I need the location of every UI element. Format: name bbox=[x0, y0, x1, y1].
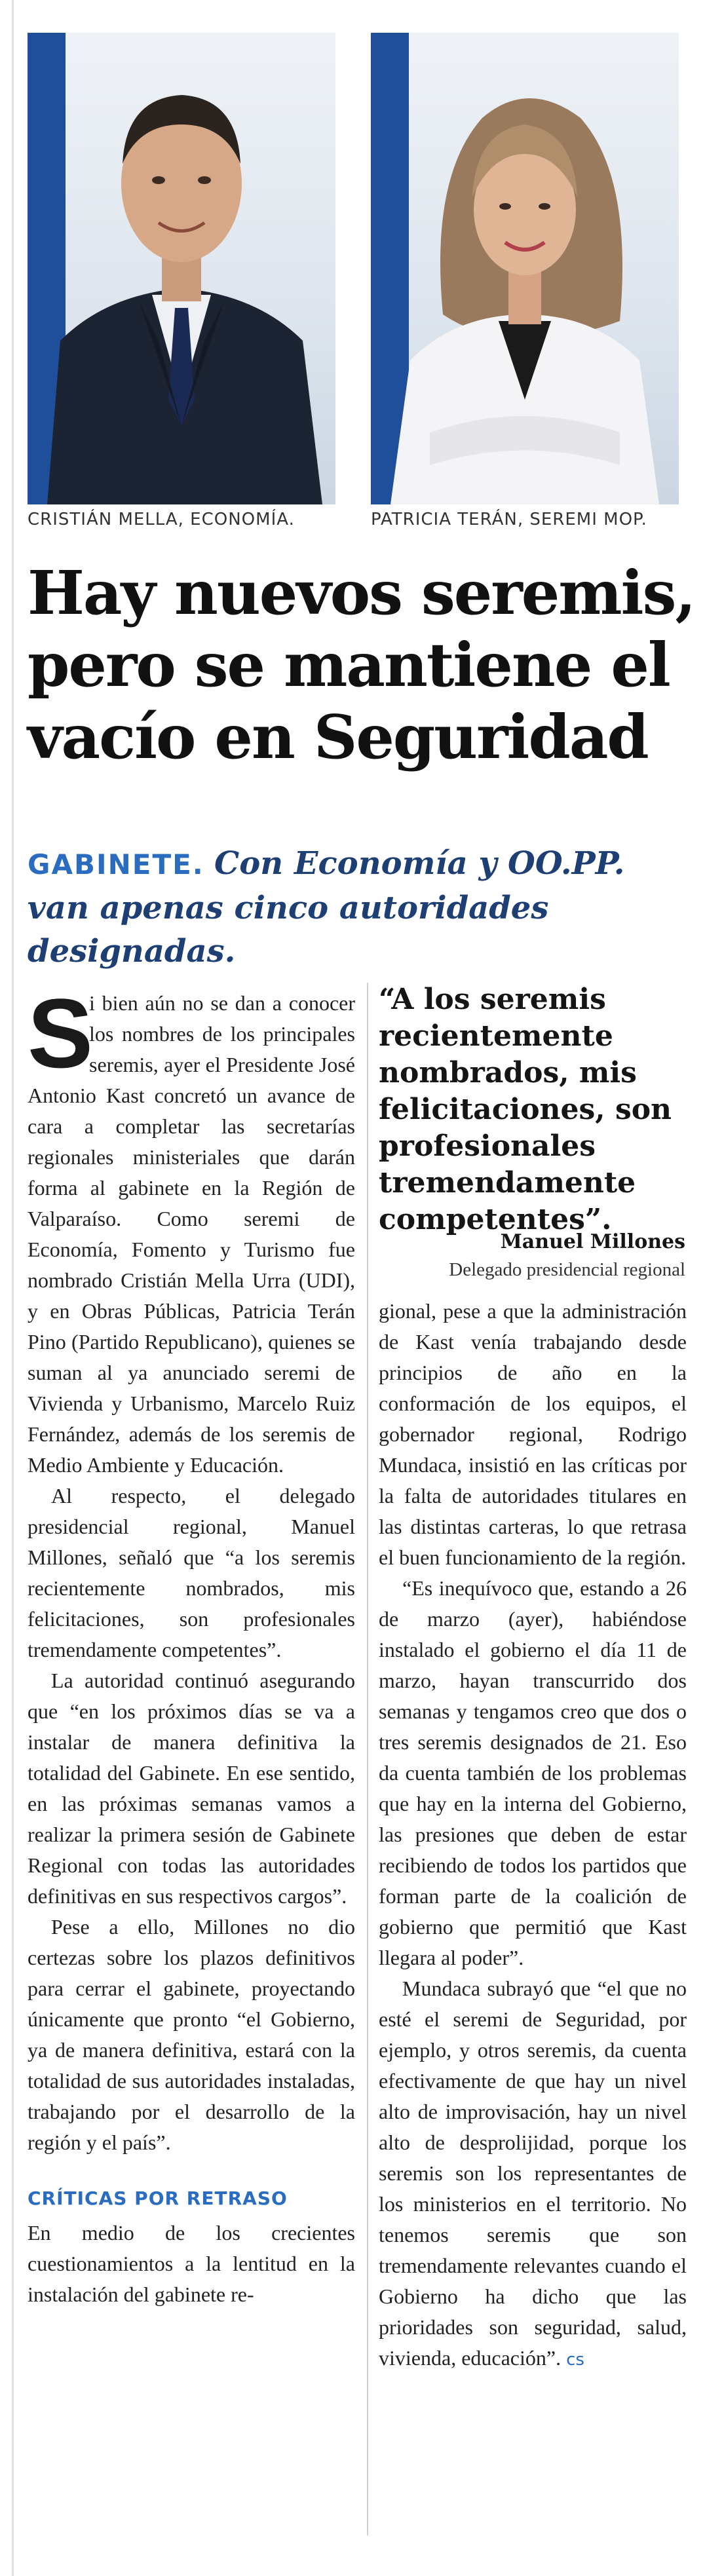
article-paragraph-text: i bien aún no se dan a conocer los nombres de los principales seremis, ayer el Presidente José Antonio Kast concretó un avance de cara a completar las secretarías regionales ministeriales que darán forma al gabinete en la Región de Valparaíso. Como seremi de Economía, Fomento y Turismo fue nombrado Cristián Mella Urra (UDI), y en Obras Públicas, Patricia Terán Pino (Partido Republicano), quienes se suman al ya anunciado seremi de Vivienda y Urbanismo, Marcelo Ruiz Fernández, además de los seremis de Medio Ambiente y Educación. bbox=[28, 991, 355, 1477]
article-paragraph: gional, pese a que la administración de Kast venía trabajando desde principios de año en la conformación de los equipos, el gobernador regional, Rodrigo Mundaca, insistió en las críticas por la falta de autoridades titulares en las distintas carteras, lo que retrasa el buen funcionamiento de la región. bbox=[379, 1299, 687, 1569]
headline-line-2: pero se mantiene el bbox=[28, 630, 670, 700]
portrait-man-illustration bbox=[28, 33, 335, 504]
drop-cap: S bbox=[28, 978, 94, 1088]
article-paragraph: Pese a ello, Millones no dio certezas sobre los plazos definitivos para cerrar el gabinete, proyectando únicamente que pronto “el Gobierno, ya de manera definitiva, estará con la totalidad de sus autoridades instaladas, trabajando por el desarrollo de la región y el país”. bbox=[28, 1915, 355, 2154]
article-paragraph: Al respecto, el delegado presidencial regional, Manuel Millones, señaló que “a los seremis recientemente nombrados, mis felicitaciones, son profesionales tremendamente competentes”. bbox=[28, 1484, 355, 1661]
article-column-right bbox=[379, 1296, 687, 2376]
pull-quote-author: Manuel Millones bbox=[500, 1230, 685, 1253]
column-divider bbox=[367, 983, 368, 2535]
pull-quote: “A los seremis recientemente nombrados, mis felicitaciones, son profesionales tremendamente competentes”. bbox=[379, 983, 672, 1236]
section-kicker: GABINETE. bbox=[28, 848, 204, 881]
photo-patricia-teran bbox=[371, 33, 679, 504]
subheadline bbox=[28, 842, 689, 973]
article-column-left bbox=[28, 978, 355, 2310]
section-heading: CRÍTICAS POR RETRASO bbox=[28, 2188, 288, 2209]
headline-line-3: vacío en Seguridad bbox=[28, 702, 648, 772]
headline bbox=[28, 557, 695, 773]
portrait-woman-illustration bbox=[371, 33, 679, 504]
article-paragraph: En medio de los crecientes cuestionamientos a la lentitud en la instalación del gabinete re- bbox=[28, 2221, 355, 2306]
article-paragraph bbox=[28, 978, 355, 1481]
photo-cristian-mella bbox=[28, 33, 335, 504]
photo-caption-left: CRISTIÁN MELLA, ECONOMÍA. bbox=[28, 510, 295, 529]
article-paragraph bbox=[379, 1973, 687, 2376]
page-edge-rule bbox=[12, 0, 14, 2576]
photo-caption-right: PATRICIA TERÁN, SEREMI MOP. bbox=[371, 510, 647, 529]
headline-line-1: Hay nuevos seremis, bbox=[28, 558, 695, 628]
article-paragraph-text: Mundaca subrayó que “el que no esté el seremi de Seguridad, por ejemplo, y otros seremis, da cuenta efectivamente de que hay un nivel alto de improvisación, hay un nivel alto de desprolijidad, porque los seremis son los representantes de los ministerios en el territorio. No tenemos seremis que son tremendamente relevantes cuando el Gobierno ha dicho que las prioridades son seguridad, salud, vivienda, educación”. bbox=[379, 1977, 687, 2370]
pull-quote-role: Delegado presidencial regional bbox=[449, 1259, 685, 1280]
subheadline-deck: Con Economía y OO.PP. van apenas cinco autoridades designadas. bbox=[28, 845, 625, 970]
article-paragraph: “Es inequívoco que, estando a 26 de marzo (ayer), habiéndose instalado el gobierno el día 11 de marzo, hayan transcurrido dos semanas y tengamos creo que dos o tres seremis designados de 21. Eso da cuenta también de los problemas que hay en la interna del Gobierno, las presiones que deben de estar recibiendo de todos los partidos que forman parte de la coalición de gobierno que permitió que Kast llegara al poder”. bbox=[379, 1576, 687, 1969]
end-mark-icon: cs bbox=[566, 2350, 584, 2370]
article-paragraph: La autoridad continuó asegurando que “en los próximos días se va a instalar de manera definitiva la totalidad del Gabinete. En ese sentido, en las próximas semanas vamos a realizar la primera sesión de Gabinete Regional con todas las autoridades definitivas en sus respectivos cargos”. bbox=[28, 1669, 355, 1908]
